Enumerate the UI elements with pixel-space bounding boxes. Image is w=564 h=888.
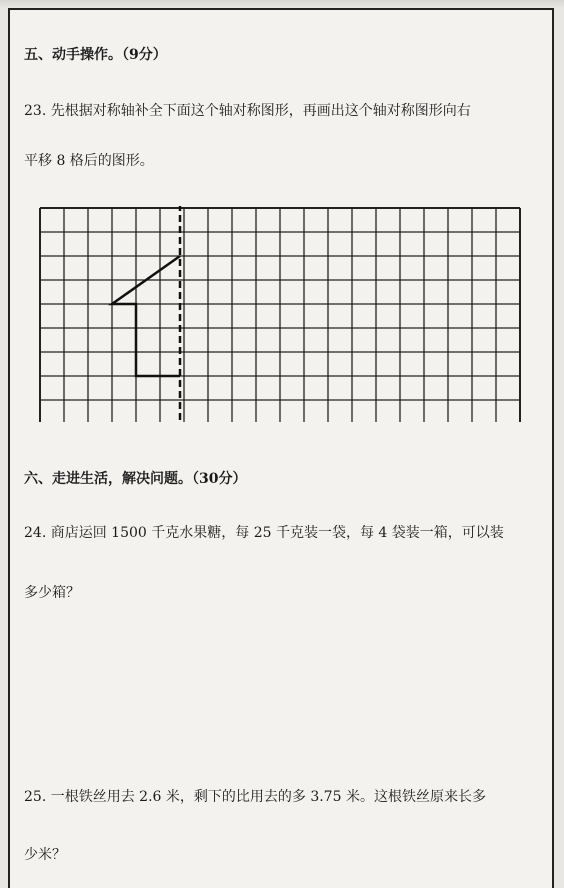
half-figure <box>112 256 180 376</box>
answer-grid <box>38 206 522 426</box>
section-5-heading: 五、动手操作。（9分） <box>24 47 167 63</box>
section-6-heading: 六、走进生活，解决问题。（30分） <box>24 471 247 487</box>
exam-page <box>8 8 554 888</box>
top-strip <box>0 0 564 8</box>
question-24-line-2: 多少箱？ <box>24 585 80 601</box>
grid-lines <box>40 208 520 422</box>
grid-svg <box>38 206 522 422</box>
question-25-line-1: 25. 一根铁丝用去 2.6 米，剩下的比用去的多 3.75 米。这根铁丝原来长多 <box>24 789 486 805</box>
question-25-line-2: 少米？ <box>24 847 66 863</box>
question-24-line-1: 24. 商店运回 1500 千克水果糖，每 25 千克装一袋，每 4 袋装一箱，可以装 <box>24 525 504 541</box>
question-23-line-1: 23. 先根据对称轴补全下面这个轴对称图形，再画出这个轴对称图形向右 <box>24 103 471 119</box>
question-23-line-2: 平移 8 格后的图形。 <box>24 153 154 169</box>
